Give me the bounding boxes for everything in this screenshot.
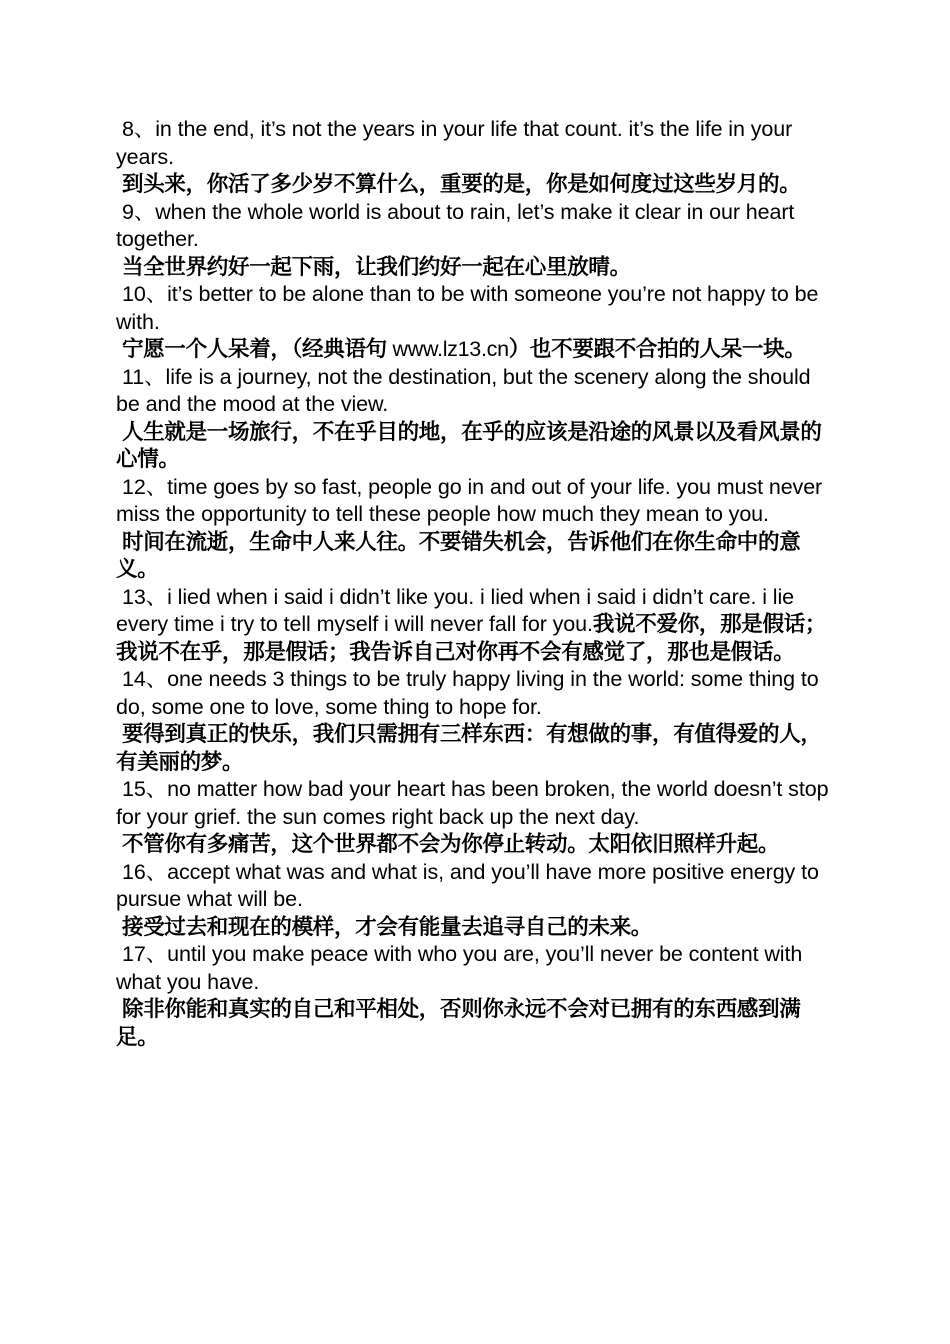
quote-14-en: 14、one needs 3 things to be truly happy living in the world: some thing to do, some one to love, some thing to hope for. [116,667,819,719]
quote-10-cn-start: 宁愿一个人呆着，（经典语句 [122,337,387,362]
quote-13-en: 13、i lied when i said i didn’t like you. i lied when i said i didn’t care. i lie every time i try to tell myself i will never fall for you. [116,584,794,636]
quote-16-en: 16、accept what was and what is, and you’ll have more positive energy to pursue what will be. [116,859,819,911]
quote-13-block [116,584,838,667]
quote-11-cn: 人生就是一场旅行，不在乎目的地，在乎的应该是沿途的风景以及看风景的心情。 [116,419,822,472]
quote-13-cn: 我说不爱你，那是假话；我说不在乎，那是假话；我告诉自己对你再不会有感觉了，那也是假话。 [116,612,827,665]
quote-16-cn: 接受过去和现在的模样，才会有能量去追寻自己的未来。 [122,914,653,940]
quote-10-cn [116,336,838,364]
quote-10-cn-end: ）也不要跟不合拍的人呆一块。 [508,337,806,362]
quote-8-en: 8、in the end, it’s not the years in your life that count. it’s the life in your years. [116,117,793,169]
quote-17-cn: 除非你能和真实的自己和平相处，否则你永远不会对已拥有的东西感到满足。 [116,997,801,1050]
quote-15-cn: 不管你有多痛苦，这个世界都不会为你停止转动。太阳依旧照样升起。 [122,832,780,857]
document-page [116,116,838,1051]
quote-12-en: 12、time goes by so fast, people go in and out of your life. you must never miss the opportunity to tell these people how much they mean to you. [116,474,823,526]
quote-10-en: 10、it’s better to be alone than to be with someone you’re not happy to be with. [116,282,819,334]
quote-14-cn: 要得到真正的快乐，我们只需拥有三样东西：有想做的事，有值得爱的人，有美丽的梦。 [116,722,822,775]
quote-17-en: 17、until you make peace with who you are, you’ll never be content with what you have. [116,942,803,994]
quote-8-cn: 到头来，你活了多少岁不算什么，重要的是，你是如何度过这些岁月的。 [122,172,801,197]
quote-12-cn: 时间在流逝，生命中人来人往。不要错失机会，告诉他们在你生命中的意义。 [116,529,801,582]
quote-9-cn: 当全世界约好一起下雨，让我们约好一起在心里放晴。 [122,254,631,280]
quote-9-en: 9、when the whole world is about to rain, let’s make it clear in our heart together. [116,199,795,251]
quote-15-en: 15、no matter how bad your heart has been broken, the world doesn’t stop for your grief. the sun comes right back up the next day. [116,777,829,829]
quote-10-cn-link: www.lz13.cn [386,337,509,361]
quote-11-en: 11、life is a journey, not the destination, but the scenery along the should be and the mood at the view. [116,364,811,416]
